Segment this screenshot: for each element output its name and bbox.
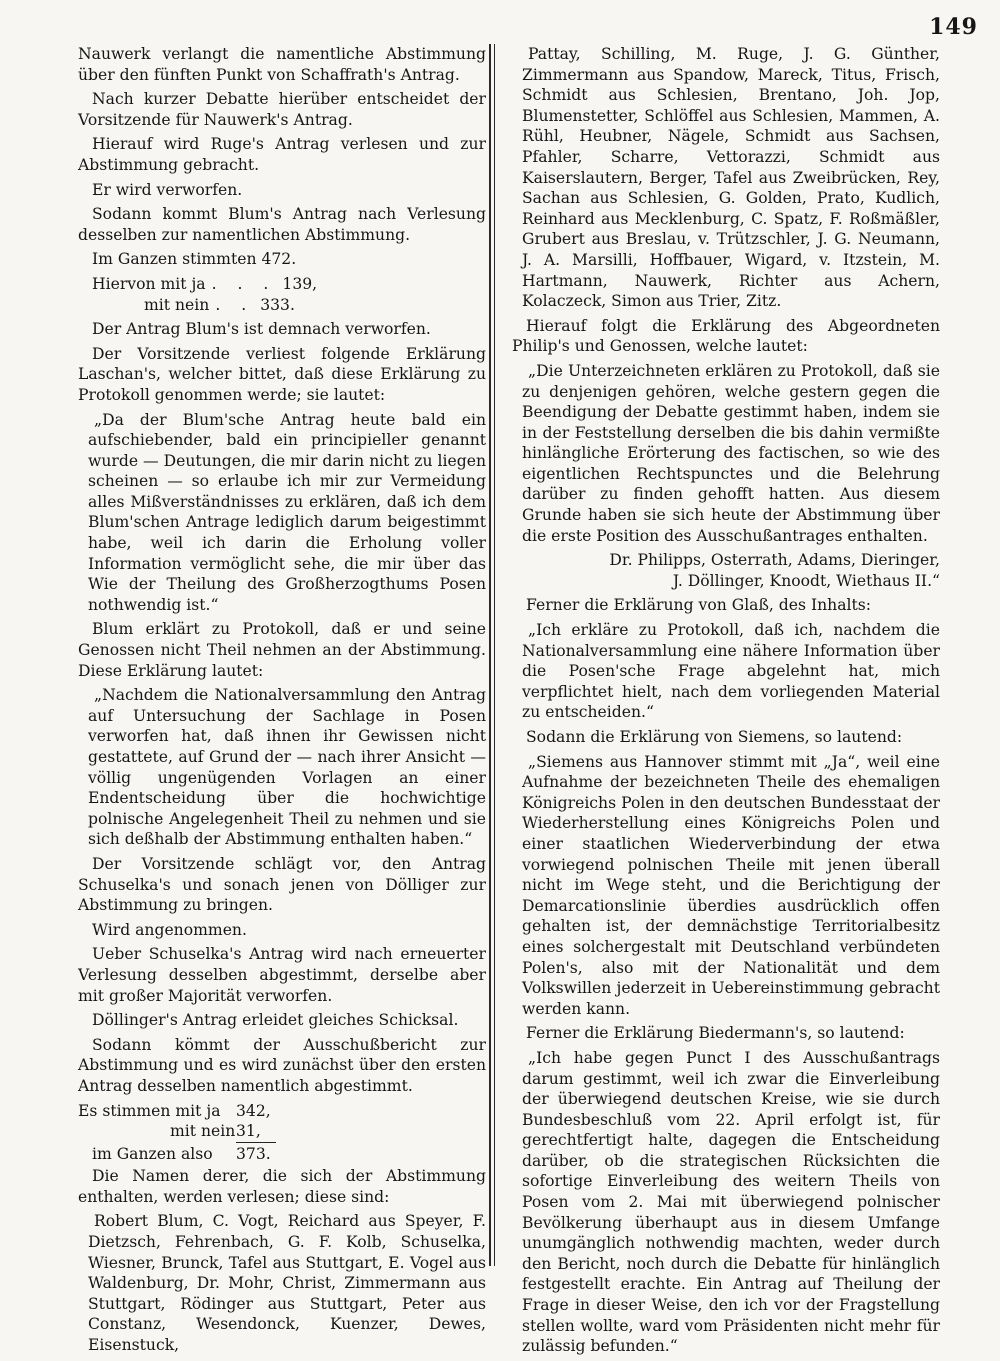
paragraph: Sodann kömmt der Ausschußbericht zur Abstimmung und es wird zunächst über den ersten Antrag desselben namentlich abgestimmt. (78, 1035, 486, 1095)
paragraph: Nauwerk verlangt die namentliche Abstimmung über den fünften Punkt von Schaffrath's Antrag. (78, 45, 486, 84)
quotation: „Siemens aus Hannover stimmt mit „Ja“, weil eine Aufnahme der bezeichneten Theile des ehemaligen Königreichs Polen in den deutschen Bundesstaat der Wiederherstellung eines Königreichs Polen und einer staatlichen Wiederverbindung der etwa vorwiegend polnischen Theile mit jenen überall nicht im Wege steht, und die Berichtigung der Demarcationslinie überdies ausdrücklich offen gehalten ist, der demnächstige Territorialbesitz eines solchergestalt mit Deutschland verbündeten Polen's, also mit der Nationalität und dem Volkswillen jederzeit in Uebereinstimmung gebracht werden kann. (522, 752, 940, 1018)
paragraph: Nach kurzer Debatte hierüber entscheidet der Vorsitzende für Nauwerk's Antrag. (78, 90, 486, 129)
page-number: 149 (929, 14, 978, 40)
paragraph: Der Vorsitzende schlägt vor, den Antrag Schuselka's und sonach jenen von Dölliger zur Abstimmung zu bringen. (78, 854, 486, 915)
paragraph: Döllinger's Antrag erleidet gleiches Schicksal. (92, 1011, 459, 1030)
vote-no-label: mit nein (170, 1122, 236, 1141)
paragraph: Im Ganzen stimmten 472. (92, 250, 297, 269)
signature-line: J. Döllinger, Knoodt, Wiethaus II.“ (672, 571, 940, 590)
signatories (512, 550, 940, 591)
quotation: „Ich habe gegen Punct I des Ausschußantrags darum gestimmt, weil ich zwar die Einverleibung der überwiegend deutschen Kreise, wie sie durch Bundesbeschluß vom 22. April erfolgt ist, für gerechtfertigt halte, dagegen die Entscheidung darüber, ob die strategischen Rücksichten die sofortige Einverleibung des weitern Theils von Posen vom 2. Mai mit überwiegend polnischer Bevölkerung überhaupt aus in diesem Umfange unumgänglich nothwendig machten, weder durch den Bericht, noch durch die Debatte für hinlänglich festgestellt erachte. Ein Antrag auf Theilung der Frage in dieser Weise, den ich vor der Fragstellung stellen wollte, ward vom Präsidenten nicht mehr für zulässig befunden.“ (522, 1048, 940, 1356)
paragraph: Der Antrag Blum's ist demnach verworfen. (92, 320, 431, 339)
left-column (78, 44, 486, 1360)
paragraph: Ferner die Erklärung von Glaß, des Inhalts: (526, 596, 872, 615)
paragraph: Ueber Schuselka's Antrag wird nach erneuerter Verlesung desselben abgestimmt, derselbe aber mit großer Majorität verworfen. (78, 945, 486, 1005)
paragraph: Wird angenommen. (92, 920, 247, 939)
paragraph: Hierauf wird Ruge's Antrag verlesen und zur Abstimmung gebracht. (78, 135, 486, 174)
vote-yes-label: Hiervon mit ja (92, 274, 206, 293)
right-column (512, 44, 940, 1361)
vote-yes-value: 342, (236, 1101, 271, 1120)
quotation: „Ich erkläre zu Protokoll, daß ich, nachdem die Nationalversammlung eine nähere Information über die Posen'sche Frage abgelehnt hat, mich verpflichtet hielt, nach dem vorliegenden Material zu entscheiden.“ (522, 621, 940, 722)
vote-tally-committee (78, 1101, 486, 1163)
paragraph: Er wird verworfen. (92, 180, 243, 199)
paragraph: Blum erklärt zu Protokoll, daß er und seine Genossen nicht Theil nehmen an der Abstimmung. Diese Erklärung lautet: (78, 620, 486, 680)
signature-line: Dr. Philipps, Osterrath, Adams, Dieringer, (609, 551, 940, 570)
vote-no-value: 333. (260, 295, 295, 314)
vote-dots: . . (215, 295, 255, 314)
vote-dots: . . . (211, 274, 277, 293)
vote-no-label: mit nein (144, 295, 210, 314)
vote-yes-label: Es stimmen mit ja (78, 1101, 221, 1120)
names-list: Pattay, Schilling, M. Ruge, J. G. Günther, Zimmermann aus Spandow, Mareck, Titus, Frisch, Schmidt aus Schlesien, Brentano, Joh. Jop, Blumenstetter, Schlöffel aus Schlesien, Mammen, A. Rühl, Heubner, Nägele, Schmidt aus Sachsen, Pfahler, Scharre, Vettorazzi, Schmidt aus Kaiserslautern, Berger, Tafel aus Zweibrücken, Rey, Sachan aus Schlesien, G. Golden, Prato, Kudlich, Reinhard aus Mecklenburg, C. Spatz, F. Roßmäßler, Grubert aus Breslau, v. Trützschler, J. G. Neumann, J. A. Marsilli, Hoffbauer, Wigard, v. Itzstein, M. Hartmann, Nauwerk, Richter aus Achern, Kolaczeck, Simon aus Trier, Zitz. (522, 45, 940, 311)
paragraph: Hierauf folgt die Erklärung des Abgeordneten Philip's und Genossen, welche lautet: (512, 316, 940, 356)
paragraph: Der Vorsitzende verliest folgende Erklärung Laschan's, welcher bittet, daß diese Erklärung zu Protokoll genommen werde; sie lautet: (78, 344, 486, 404)
paragraph: Sodann kommt Blum's Antrag nach Verlesung desselben zur namentlichen Abstimmung. (78, 205, 486, 244)
vote-no-value: 31, (236, 1122, 261, 1141)
quotation: „Die Unterzeichneten erklären zu Protokoll, daß sie zu denjenigen gehören, welche gestern gegen die Beendigung der Debatte gestimmt haben, indem sie in der Feststellung derselben die bis dahin vermißte hinlängliche Erörterung des factischen, so wie des eigentlichen Rechtspunctes und die Belehrung darüber zu finden gehofft hatten. Aus diesem Grunde haben sie sich heute der Abstimmung über die erste Position des Ausschußantrages enthalten. (522, 361, 940, 545)
paragraph: Die Namen derer, die sich der Abstimmung enthalten, werden verlesen; diese sind: (78, 1167, 486, 1206)
paragraph: Ferner die Erklärung Biedermann's, so lautend: (526, 1024, 905, 1043)
vote-total-value: 373. (236, 1142, 276, 1165)
column-divider (489, 44, 491, 1266)
paragraph: Sodann die Erklärung von Siemens, so lautend: (526, 728, 903, 746)
names-list: Robert Blum, C. Vogt, Reichard aus Speyer, F. Dietzsch, Fehrenbach, G. F. Kolb, Schuselka, Wiesner, Brunck, Tafel aus Stuttgart, E. Vogel aus Waldenburg, Dr. Mohr, Christ, Zimmermann aus Stuttgart, Rödinger aus Stuttgart, Peter aus Constanz, Wesendonck, Kuenzer, Dewes, Eisenstuck, (88, 1212, 486, 1355)
column-divider-thin (494, 44, 495, 1266)
quotation: „Da der Blum'sche Antrag heute bald ein aufschiebender, bald ein principieller genannt wurde — Deutungen, die mir darin nicht zu liegen scheinen — so erlaube ich mir zur Vermeidung alles Mißverständnisses zu erklären, daß ich dem Blum'schen Antrage lediglich darum beigestimmt habe, weil ich darin die Erholung voller Information vermöglicht sehe, die mir über das Wie der Theilung des Großherzogthums Posen nothwendig ist.“ (88, 410, 486, 614)
vote-yes-value: 139, (282, 274, 318, 293)
vote-total-label: im Ganzen also (92, 1144, 213, 1163)
quotation: „Nachdem die Nationalversammlung den Antrag auf Untersuchung der Sachlage in Posen verworfen hat, daß ihnen ihr Gewissen nicht gestattete, auf Grund der — nach ihrer Ansicht — völlig ungenügenden Vorlagen an einer Endentscheidung über die hochwichtige polnische Angelegenheit Theil zu nehmen und sie sich deßhalb der Abstimmung enthalten haben.“ (88, 686, 486, 849)
vote-tally-blum (78, 274, 486, 315)
